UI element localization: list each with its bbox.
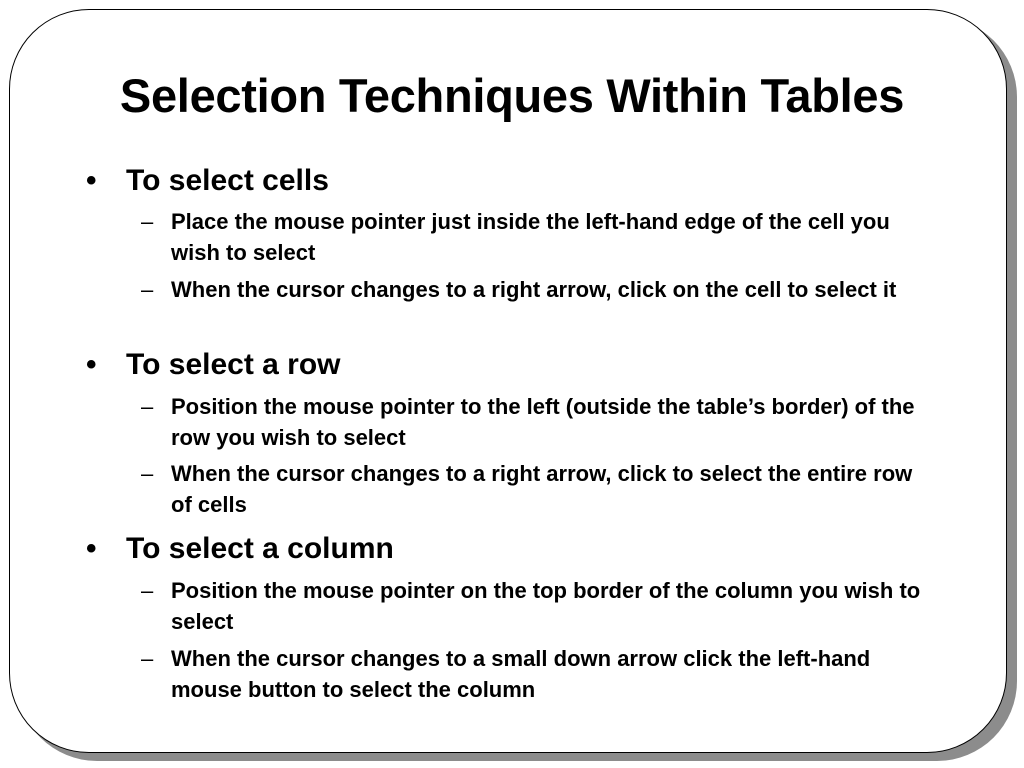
bullet-select-cells [86,163,329,199]
sub-item [141,391,931,453]
sub-marker: – [141,277,154,302]
sub-item [141,206,931,268]
bullet-heading: To select cells [126,164,329,197]
sub-marker: – [141,646,154,671]
bullet-select-column [86,531,394,567]
sub-marker: – [141,578,154,603]
sub-marker: – [141,209,154,234]
bullet-marker: • [86,532,97,565]
bullet-heading: To select a row [126,348,341,381]
slide-title: Selection Techniques Within Tables [119,69,905,122]
sub-item [141,575,931,637]
sub-item-text: Position the mouse pointer on the top border of the column you wish to select [171,578,921,634]
bullet-select-row [86,347,341,383]
sub-marker: – [141,461,154,486]
sub-item-text: Position the mouse pointer to the left (outside the table’s border) of the row you wish to select [171,394,915,450]
bullet-marker: • [86,348,97,381]
sub-item-text: When the cursor changes to a right arrow, click on the cell to select it [171,277,897,302]
sub-item [141,274,931,305]
sub-item [141,458,931,520]
bullet-heading: To select a column [126,532,394,565]
sub-marker: – [141,394,154,419]
sub-item-text: When the cursor changes to a small down arrow click the left-hand mouse button to select the column [171,646,871,702]
bullet-marker: • [86,164,97,197]
sub-item-text: Place the mouse pointer just inside the left-hand edge of the cell you wish to select [171,209,890,265]
sub-item [141,643,931,705]
sub-item-text: When the cursor changes to a right arrow, click to select the entire row of cells [171,461,913,517]
